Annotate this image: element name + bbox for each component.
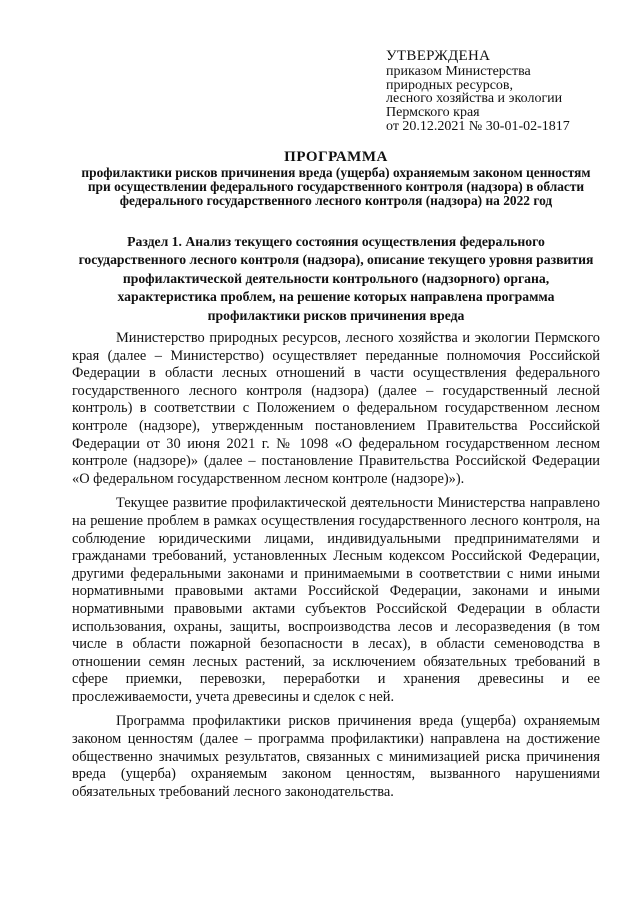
approval-line: природных ресурсов, — [386, 77, 514, 93]
approval-line: лесного хозяйства и экологии — [386, 91, 563, 107]
document-title: ПРОГРАММА — [284, 149, 388, 165]
approval-stamp-block — [386, 50, 616, 134]
document-title-block — [72, 148, 600, 209]
body-paragraph: Программа профилактики рисков причинения вреда (ущерба) охраняемым законом ценностям (далее – программа профилактики) направлена на достижение общественно значимых результатов, связанных с минимизацией риска причинения вреда (ущерба) охраняемым законом ценностям, вызванного нарушениями обязательных требований лесного законодательства. — [72, 713, 600, 800]
body-paragraph: Текущее развитие профилактической деятельности Министерства направлено на решение проблем в рамках осуществления государственного лесного контроля, на соблюдение юридическими лицами, индивидуальными предпринимателями и гражданами требований, установленных Лесным кодексом Российской Федерации, другими федеральными законами и принимаемыми в соответствии с ними иными нормативными правовыми актами Российской Федерации, законами и иными нормативными правовыми актами субъектов Российской Федерации в области использования, охраны, защиты, воспроизводства лесов и лесоразведения (в том числе в области пожарной безопасности в лесах), в области семеноводства в отношении семян лесных растений, за исключением обязательных требований в сфере приемки, перевозки, переработки и хранения древесины и ее прослеживаемости, учета древесины и сделок с ней. — [72, 495, 600, 705]
body-paragraph: Министерство природных ресурсов, лесного хозяйства и экологии Пермского края (далее – Министерство) осуществляет переданные полномочия Российской Федерации в области лесных отношений в части осуществления федерального государственного лесного контроля (надзора) (далее – государственный лесной контроль) в соответствии с Положением о федеральном государственном лесном контроле (надзоре), утвержденным постановлением Правительства Российской Федерации от 30 июня 2021 г. № 1098 «О федеральном государственном лесном контроле (надзоре)» (далее – постановление Правительства Российской Федерации «О федеральном государственном лесном контроле (надзоре)»). — [72, 330, 600, 487]
approval-line: от 20.12.2021 № 30-01-02-1817 — [386, 118, 570, 134]
approval-line: Пермского края — [386, 105, 480, 121]
body-text — [72, 330, 600, 808]
document-subtitle: профилактики рисков причинения вреда (ущерба) охраняемым законом ценностям при осуществлении федерального государственного контроля (надзора) в области федерального государственного лесного контроля (надзора) на 2022 год — [81, 165, 591, 209]
approval-heading: УТВЕРЖДЕНА — [386, 48, 491, 64]
approval-line: приказом Министерства — [386, 63, 531, 79]
section-heading: Раздел 1. Анализ текущего состояния осуществления федерального государственного лесного контроля (надзора), описание текущего уровня развития профилактической деятельности контрольного (надзорного) органа, характеристика проблем, на решение которых направлена программа профилактики рисков причинения вреда — [78, 234, 594, 323]
